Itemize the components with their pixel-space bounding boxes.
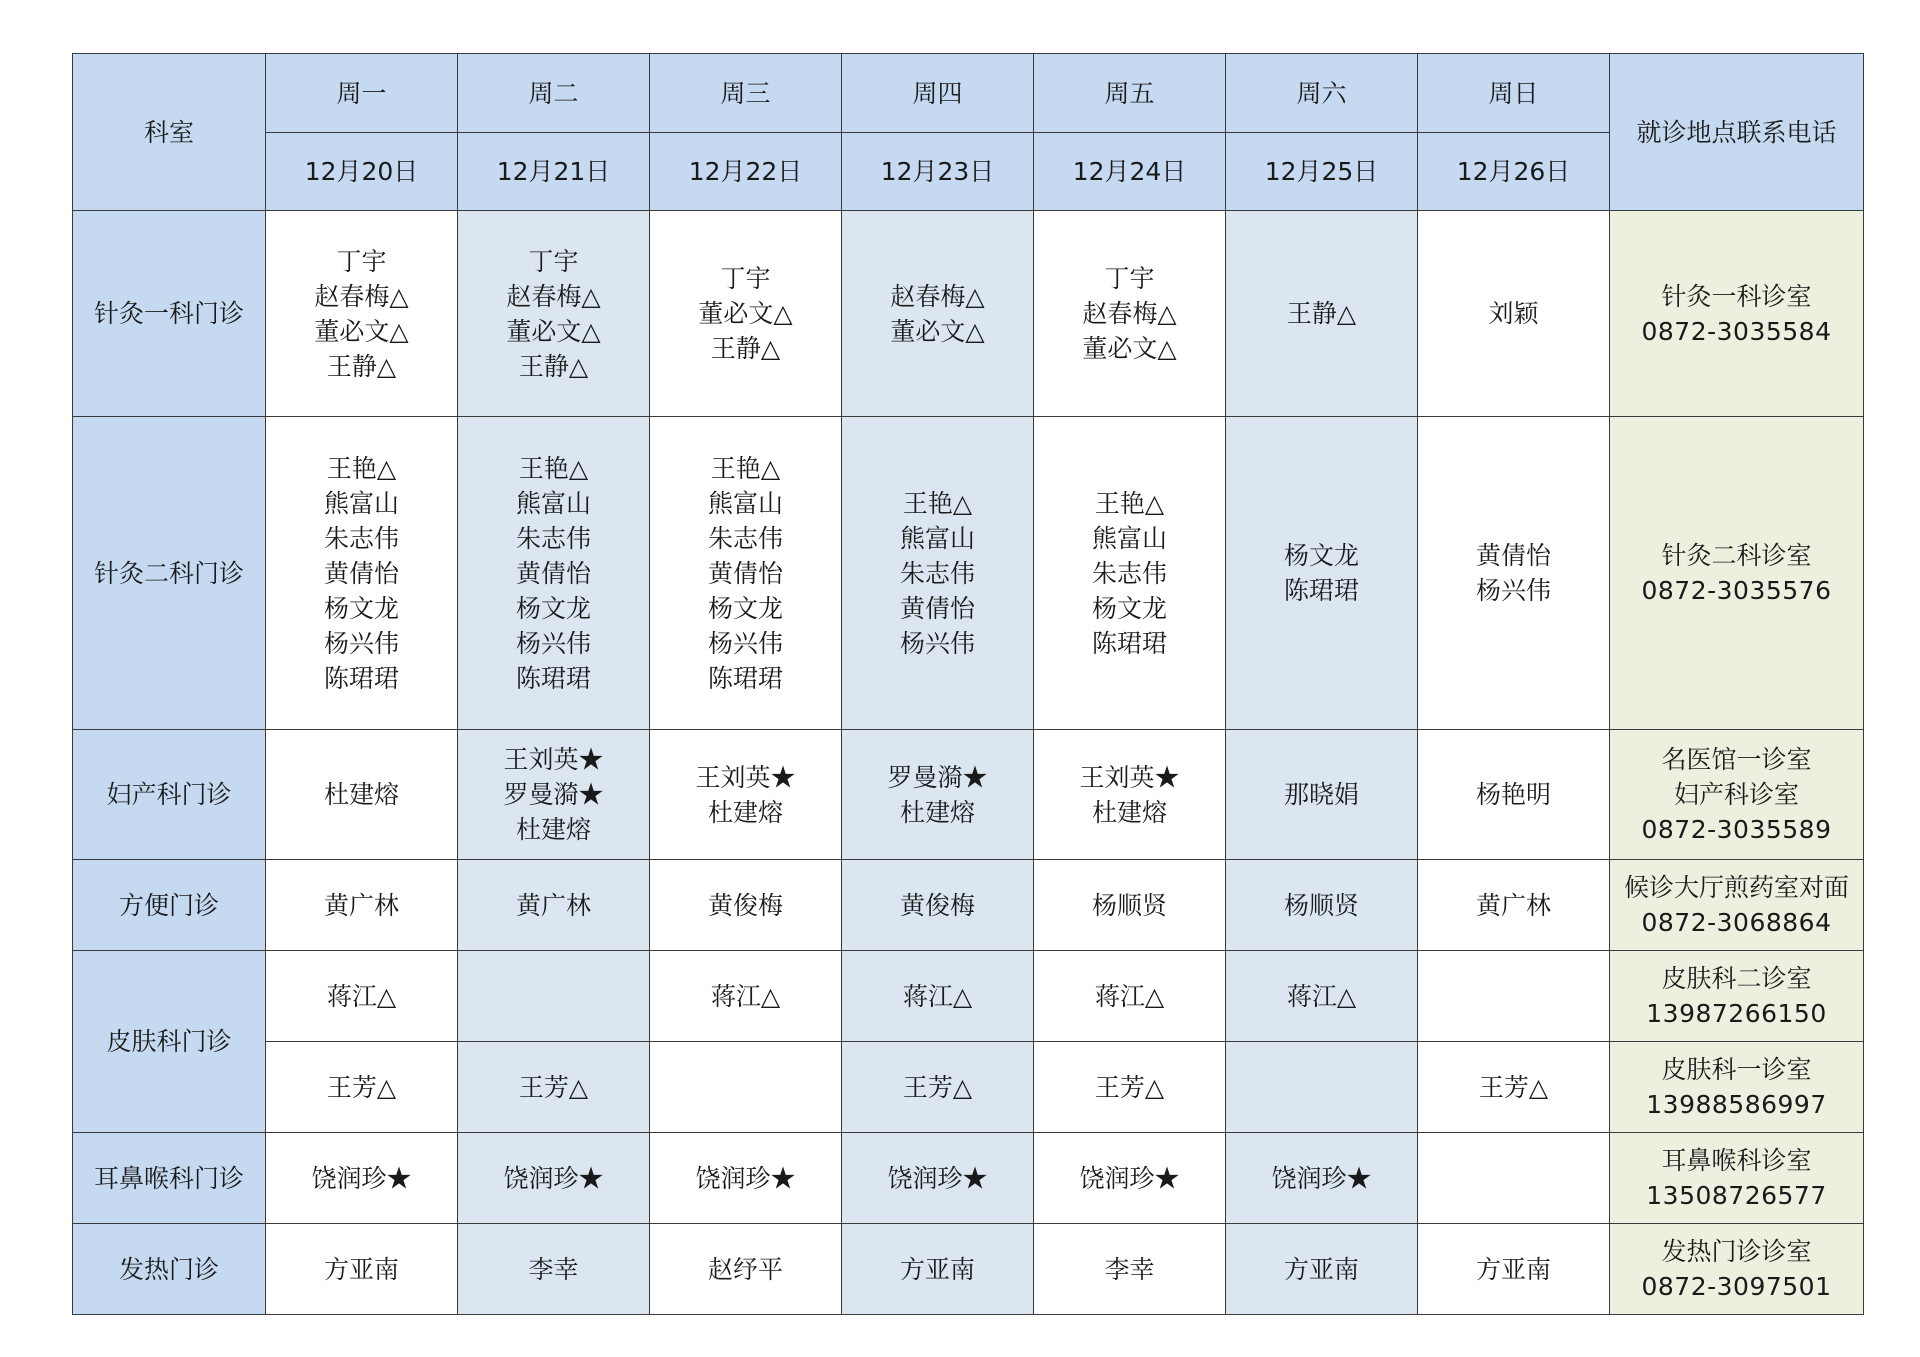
doctor-name: 黄广林 [515, 890, 591, 920]
doctor-name: 赵纾平 [707, 1254, 783, 1284]
doctor-name: 黄倩怡 [1475, 541, 1551, 570]
doctor-name: 黄俊梅 [899, 890, 975, 920]
doctor-name: 王艳△ [710, 453, 781, 483]
doctor-name: 杨兴伟 [1475, 576, 1551, 605]
doctor-name: 蒋江△ [710, 981, 781, 1011]
contact-phone: 0872-3035589 [1641, 815, 1832, 844]
duty-cell [650, 417, 842, 730]
doctor-name: 那晓娟 [1283, 780, 1359, 809]
table-row [73, 951, 1864, 1042]
duty-cell [842, 417, 1034, 730]
doctor-name: 王静△ [1286, 299, 1357, 328]
doctor-name: 杨文龙 [323, 593, 399, 623]
doctor-name: 丁宇 [720, 264, 771, 293]
date-header: 12月26日 [1418, 133, 1610, 211]
duty-cell [842, 1224, 1034, 1315]
doctor-name: 杜建熔 [707, 797, 783, 827]
dept-cell: 发热门诊 [73, 1224, 266, 1315]
doctor-name: 董必文△ [506, 316, 601, 346]
doctor-name: 王艳△ [1094, 488, 1165, 518]
date-header: 12月22日 [650, 133, 842, 211]
doctor-name: 杨文龙 [1283, 541, 1359, 570]
doctor-name: 董必文△ [890, 316, 985, 346]
doctor-name: 饶润珍★ [1079, 1163, 1180, 1193]
contact-phone: 0872-3097501 [1641, 1272, 1832, 1301]
doctor-name: 陈珺珺 [1091, 628, 1167, 658]
doctor-name: 黄广林 [1475, 890, 1551, 920]
doctor-name: 王静△ [326, 351, 397, 381]
contact-location: 皮肤科二诊室 [1661, 964, 1812, 993]
duty-cell [842, 730, 1034, 860]
doctor-name: 罗曼漪★ [887, 762, 988, 792]
duty-cell [1418, 1042, 1610, 1133]
duty-cell [1226, 951, 1418, 1042]
dept-cell: 皮肤科门诊 [73, 951, 266, 1133]
contact-cell [1610, 860, 1864, 951]
duty-cell [458, 1133, 650, 1224]
duty-cell [650, 1042, 842, 1133]
doctor-name: 杨文龙 [707, 593, 783, 623]
doctor-name: 饶润珍★ [887, 1163, 988, 1193]
doctor-name: 黄俊梅 [707, 890, 783, 920]
dept-column-header: 科室 [73, 54, 266, 211]
table-row [73, 1042, 1864, 1133]
doctor-name: 方亚南 [1475, 1254, 1551, 1284]
doctor-name: 王静△ [518, 351, 589, 381]
weekday-header: 周二 [458, 54, 650, 133]
duty-cell [1034, 211, 1226, 417]
duty-cell [1034, 1042, 1226, 1133]
weekday-header: 周日 [1418, 54, 1610, 133]
doctor-name: 王静△ [710, 334, 781, 363]
doctor-name: 王艳△ [518, 453, 589, 483]
duty-cell [842, 1133, 1034, 1224]
duty-cell [266, 211, 458, 417]
doctor-name: 熊富山 [707, 488, 783, 518]
duty-cell [458, 860, 650, 951]
doctor-name: 赵春梅△ [890, 281, 985, 311]
contact-phone: 13508726577 [1646, 1181, 1827, 1210]
duty-cell [1418, 1133, 1610, 1224]
doctor-name: 李幸 [528, 1254, 579, 1284]
dept-cell: 方便门诊 [73, 860, 266, 951]
contact-location: 皮肤科一诊室 [1661, 1055, 1812, 1084]
duty-cell [842, 211, 1034, 417]
duty-cell [1034, 951, 1226, 1042]
doctor-name: 饶润珍★ [503, 1163, 604, 1193]
duty-cell [650, 951, 842, 1042]
duty-cell [650, 1133, 842, 1224]
contact-location: 耳鼻喉科诊室 [1661, 1146, 1812, 1175]
doctor-name: 陈珺珺 [323, 663, 399, 693]
contact-cell [1610, 1133, 1864, 1224]
doctor-name: 饶润珍★ [695, 1163, 796, 1193]
doctor-name: 罗曼漪★ [503, 780, 604, 809]
doctor-name: 陈珺珺 [515, 663, 591, 693]
contact-phone: 13987266150 [1646, 999, 1827, 1028]
doctor-name: 杜建熔 [515, 815, 591, 844]
doctor-name: 黄倩怡 [323, 558, 399, 588]
doctor-name: 杨兴伟 [323, 628, 399, 658]
doctor-name: 王刘英★ [503, 745, 604, 774]
doctor-name: 蒋江△ [902, 981, 973, 1011]
duty-cell [1418, 417, 1610, 730]
duty-cell [650, 211, 842, 417]
weekday-header: 周一 [266, 54, 458, 133]
contact-cell [1610, 1042, 1864, 1133]
doctor-name: 李幸 [1104, 1254, 1155, 1284]
contact-phone: 0872-3035584 [1641, 316, 1832, 346]
duty-cell [1418, 730, 1610, 860]
table-row [73, 1224, 1864, 1315]
doctor-name: 杜建熔 [323, 780, 399, 809]
duty-cell [458, 951, 650, 1042]
doctor-name: 杨兴伟 [515, 628, 591, 658]
duty-cell [1226, 860, 1418, 951]
duty-cell [266, 417, 458, 730]
doctor-name: 蒋江△ [1286, 981, 1357, 1011]
duty-cell [1034, 860, 1226, 951]
doctor-name: 蒋江△ [1094, 981, 1165, 1011]
table-row [73, 1133, 1864, 1224]
date-header: 12月20日 [266, 133, 458, 211]
duty-cell [1418, 860, 1610, 951]
doctor-name: 陈珺珺 [707, 663, 783, 693]
doctor-name: 赵春梅△ [506, 281, 601, 311]
doctor-name: 饶润珍★ [311, 1163, 412, 1193]
doctor-name: 杨兴伟 [899, 628, 975, 658]
contact-location: 针灸一科诊室 [1661, 281, 1812, 311]
doctor-name: 朱志伟 [707, 523, 783, 553]
doctor-name: 王艳△ [902, 488, 973, 518]
dept-cell: 耳鼻喉科门诊 [73, 1133, 266, 1224]
duty-cell [458, 1224, 650, 1315]
duty-cell [1418, 211, 1610, 417]
doctor-name: 熊富山 [323, 488, 399, 518]
doctor-name: 黄倩怡 [707, 558, 783, 588]
contact-cell [1610, 417, 1864, 730]
doctor-name: 王芳△ [1478, 1072, 1549, 1102]
doctor-name: 杨文龙 [515, 593, 591, 623]
duty-cell [1034, 1224, 1226, 1315]
contact-location: 针灸二科诊室 [1661, 541, 1812, 570]
contact-cell [1610, 951, 1864, 1042]
dept-cell: 妇产科门诊 [73, 730, 266, 860]
duty-cell [458, 1042, 650, 1133]
duty-cell [1418, 1224, 1610, 1315]
doctor-name: 王刘英★ [695, 762, 796, 792]
contact-location: 候诊大厅煎药室对面 [1623, 873, 1849, 902]
duty-cell [458, 730, 650, 860]
duty-cell [842, 951, 1034, 1042]
duty-cell [1418, 951, 1610, 1042]
weekday-header: 周六 [1226, 54, 1418, 133]
doctor-name: 赵春梅△ [314, 281, 409, 311]
doctor-name: 杜建熔 [1091, 797, 1167, 827]
doctor-name: 朱志伟 [323, 523, 399, 553]
doctor-name: 蒋江△ [326, 981, 397, 1011]
duty-cell [1226, 417, 1418, 730]
date-header: 12月21日 [458, 133, 650, 211]
duty-cell [650, 1224, 842, 1315]
duty-cell [842, 1042, 1034, 1133]
weekday-row [73, 54, 1864, 133]
doctor-name: 黄倩怡 [899, 593, 975, 623]
duty-cell [266, 1133, 458, 1224]
contact-phone: 0872-3035576 [1641, 576, 1832, 605]
contact-phone: 13988586997 [1646, 1090, 1827, 1119]
doctor-name: 王芳△ [518, 1072, 589, 1102]
doctor-name: 杨文龙 [1091, 593, 1167, 623]
duty-cell [1226, 730, 1418, 860]
dept-cell: 针灸一科门诊 [73, 211, 266, 417]
doctor-name: 王芳△ [326, 1072, 397, 1102]
duty-cell [1226, 1133, 1418, 1224]
weekday-header: 周五 [1034, 54, 1226, 133]
table-header [73, 54, 1864, 211]
weekday-header: 周四 [842, 54, 1034, 133]
table-body [73, 211, 1864, 1315]
doctor-name: 杨艳明 [1475, 780, 1551, 809]
contact-cell [1610, 1224, 1864, 1315]
doctor-name: 杨顺贤 [1283, 890, 1359, 920]
doctor-name: 熊富山 [1091, 523, 1167, 553]
duty-cell [1226, 211, 1418, 417]
doctor-name: 王芳△ [902, 1072, 973, 1102]
duty-cell [266, 1042, 458, 1133]
doctor-name: 赵春梅△ [1082, 299, 1177, 328]
duty-cell [458, 211, 650, 417]
date-header: 12月25日 [1226, 133, 1418, 211]
table-row [73, 417, 1864, 730]
table-row [73, 730, 1864, 860]
date-row [73, 133, 1864, 211]
duty-cell [266, 860, 458, 951]
contact-cell [1610, 211, 1864, 417]
contact-location: 发热门诊诊室 [1661, 1237, 1812, 1266]
doctor-name: 熊富山 [515, 488, 591, 518]
contact-location: 名医馆一诊室 [1661, 745, 1812, 774]
duty-cell [266, 730, 458, 860]
doctor-name: 董必文△ [314, 316, 409, 346]
doctor-name: 董必文△ [1082, 334, 1177, 363]
doctor-name: 杜建熔 [899, 797, 975, 827]
duty-cell [842, 860, 1034, 951]
duty-schedule-table [72, 53, 1864, 1315]
duty-cell [1226, 1042, 1418, 1133]
doctor-name: 王艳△ [326, 453, 397, 483]
doctor-name: 王刘英★ [1079, 762, 1180, 792]
doctor-name: 熊富山 [899, 523, 975, 553]
weekday-header: 周三 [650, 54, 842, 133]
duty-cell [1034, 730, 1226, 860]
doctor-name: 丁宇 [528, 246, 579, 276]
doctor-name: 方亚南 [899, 1254, 975, 1284]
dept-cell: 针灸二科门诊 [73, 417, 266, 730]
doctor-name: 朱志伟 [515, 523, 591, 553]
date-header: 12月23日 [842, 133, 1034, 211]
doctor-name: 丁宇 [1104, 264, 1155, 293]
duty-cell [1226, 1224, 1418, 1315]
doctor-name: 黄倩怡 [515, 558, 591, 588]
doctor-name: 董必文△ [698, 299, 793, 328]
doctor-name: 黄广林 [323, 890, 399, 920]
duty-cell [650, 860, 842, 951]
doctor-name: 方亚南 [323, 1254, 399, 1284]
date-header: 12月24日 [1034, 133, 1226, 211]
duty-cell [266, 1224, 458, 1315]
contact-column-header: 就诊地点联系电话 [1610, 54, 1864, 211]
contact-phone: 0872-3068864 [1641, 908, 1832, 937]
doctor-name: 饶润珍★ [1271, 1163, 1372, 1193]
doctor-name: 陈珺珺 [1283, 576, 1359, 605]
duty-cell [1034, 1133, 1226, 1224]
contact-location: 妇产科诊室 [1673, 780, 1799, 809]
duty-cell [650, 730, 842, 860]
table-row [73, 211, 1864, 417]
table-row [73, 860, 1864, 951]
duty-cell [458, 417, 650, 730]
doctor-name: 杨兴伟 [707, 628, 783, 658]
doctor-name: 朱志伟 [899, 558, 975, 588]
doctor-name: 方亚南 [1283, 1254, 1359, 1284]
doctor-name: 刘颖 [1488, 299, 1539, 328]
contact-cell [1610, 730, 1864, 860]
doctor-name: 丁宇 [336, 246, 387, 276]
duty-cell [1034, 417, 1226, 730]
doctor-name: 杨顺贤 [1091, 890, 1167, 920]
doctor-name: 朱志伟 [1091, 558, 1167, 588]
doctor-name: 王芳△ [1094, 1072, 1165, 1102]
duty-cell [266, 951, 458, 1042]
